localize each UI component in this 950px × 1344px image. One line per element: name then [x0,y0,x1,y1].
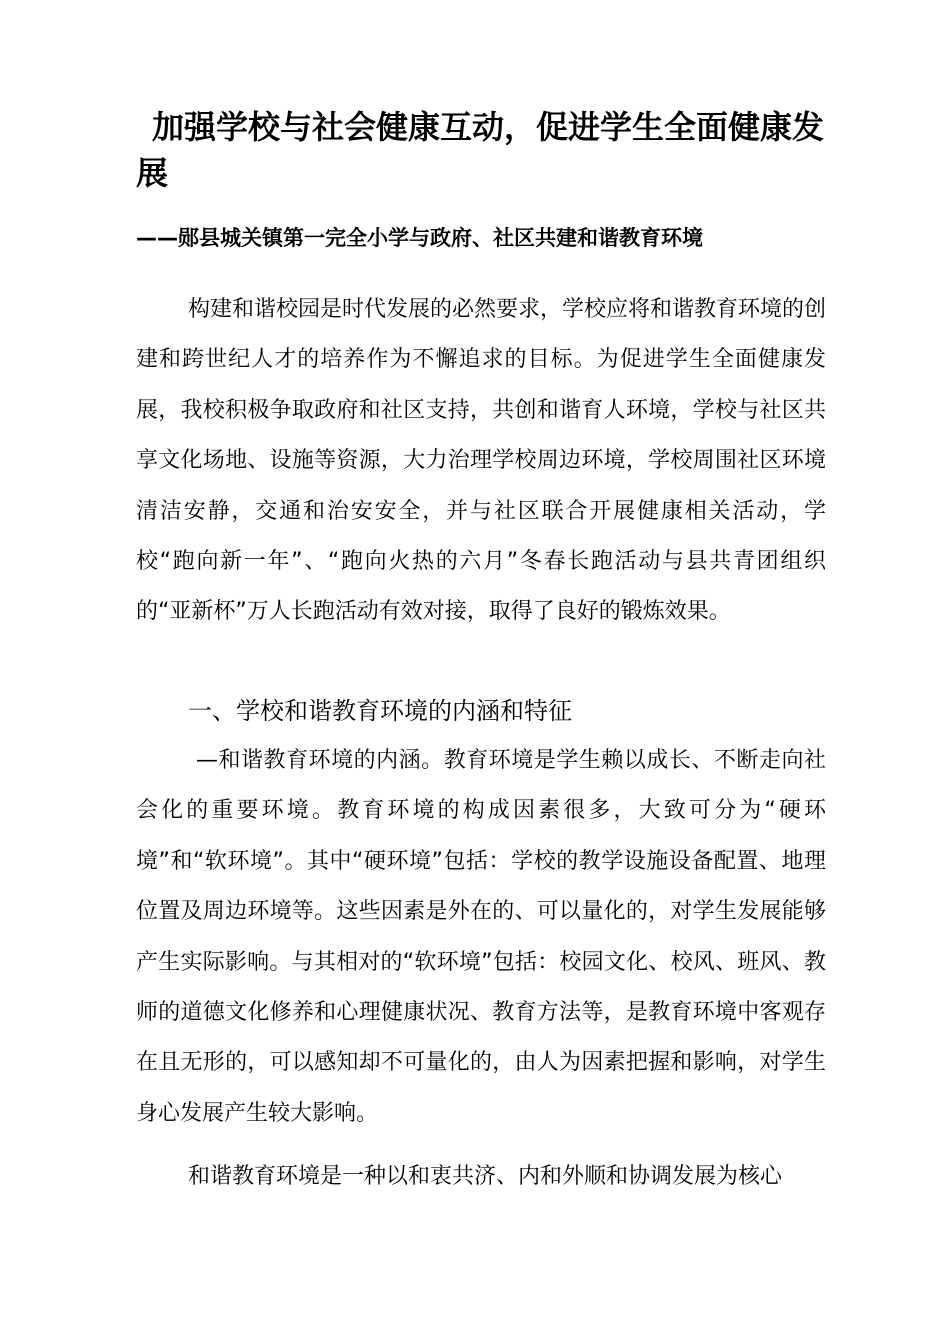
section-heading: 一、学校和谐教育环境的内涵和特征 [188,697,572,725]
document-subtitle: ——郧县城关镇第一完全小学与政府、社区共建和谐教育环境 [136,226,703,250]
document-title: 加强学校与社会健康互动，促进学生全面健康发展 [136,108,825,192]
harmony-paragraph: 和谐教育环境是一种以和衷共济、内和外顺和协调发展为核心 [188,1164,783,1189]
intro-paragraph: 构建和谐校园是时代发展的必然要求，学校应将和谐教育环境的创建和跨世纪人才的培养作为不懈追求的目标。为促进学生全面健康发展，我校积极争取政府和社区支持，共创和谐育人环境，学校与社区共享文化场地、设施等资源，大力治理学校周边环境，学校周围社区环境清洁安静，交通和治安安全，并与社区联合开展健康相关活动，学校“跑向新一年”、“跑向火热的六月”冬春长跑活动与县共青团组织的“亚新杯”万人长跑活动有效对接，取得了良好的锻炼效果。 [136,297,827,625]
connotation-paragraph: —和谐教育环境的内涵。教育环境是学生赖以成长、不断走向社会化的重要环境。教育环境的构成因素很多，大致可分为“硬环境”和“软环境”。其中“硬环境”包括：学校的教学设施设备配置、地理位置及周边环境等。这些因素是外在的、可以量化的，对学生发展能够产生实际影响。与其相对的“软环境”包括：校园文化、校风、班风、教师的道德文化修养和心理健康状况、教育方法等，是教育环境中客观存在且无形的，可以感知却不可量化的，由人为因素把握和影响，对学生身心发展产生较大影响。 [136,748,826,1126]
